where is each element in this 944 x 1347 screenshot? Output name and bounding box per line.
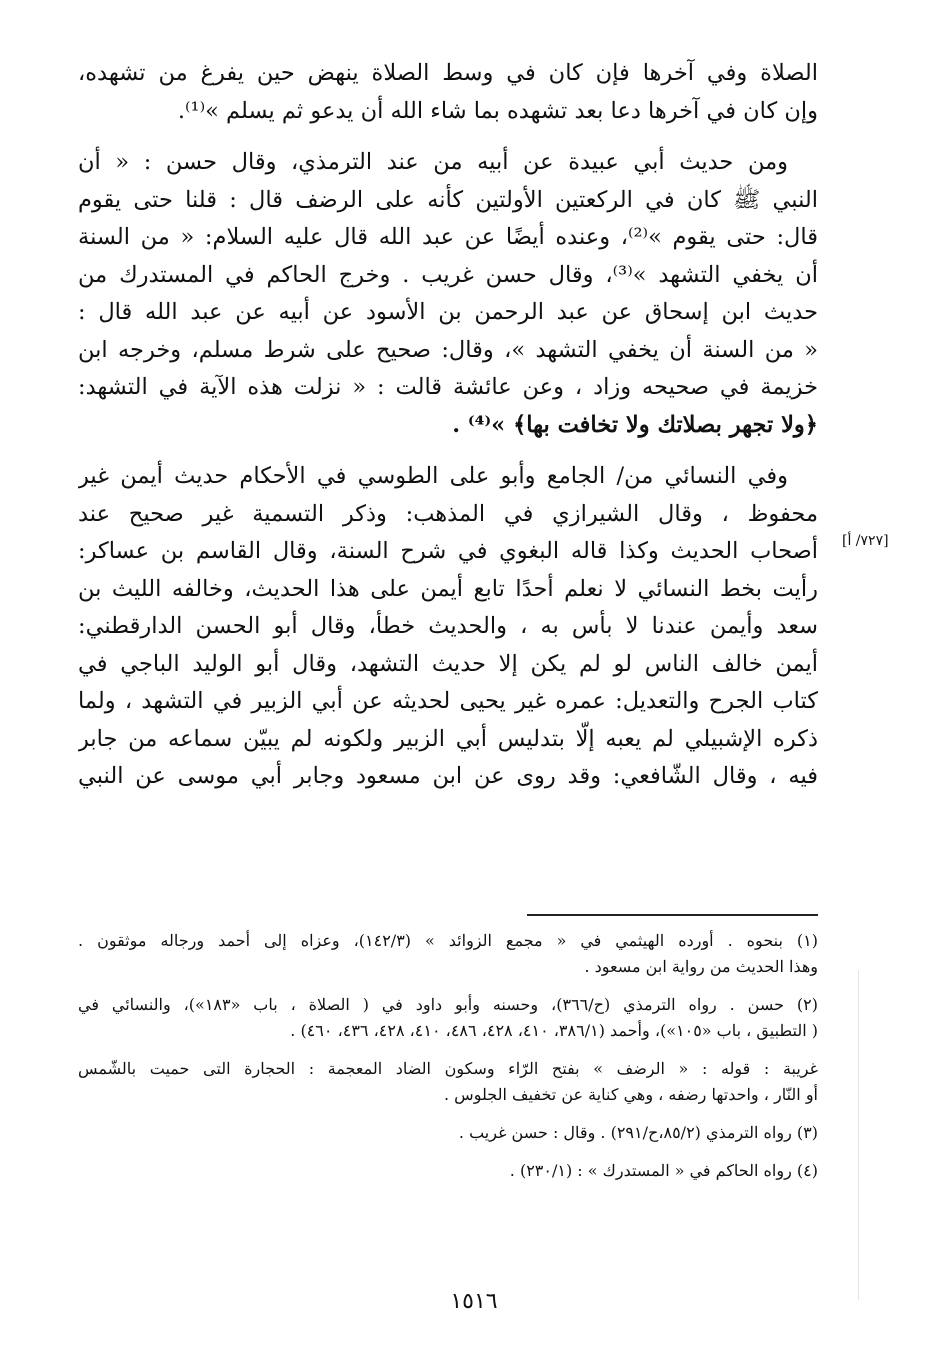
text-line: رأيت بخط النسائي لا نعلم أحدًا تابع أيمن على هذا الحديث، وخالفه الليث بن xyxy=(78,575,818,602)
footnote-gap xyxy=(78,980,818,992)
footnote-gap xyxy=(78,1044,818,1056)
text-line: قال: حتى يقوم »⁽²⁾، وعنده أيضًا عن عبد الله قال عليه السلام: « من السنة xyxy=(78,224,818,250)
footnote-line: غريبة : قوله : « الرضف » بفتح الرّاء وسكون الضاد المعجمة : الحجارة التى حميت بالشّمس xyxy=(78,1059,818,1078)
footnote-line: (٤) رواه الحاكم في « المستدرك » : (٢٣٠/١) . xyxy=(509,1161,818,1180)
footnote-gap xyxy=(78,1146,818,1158)
text-line: النبي ﷺ كان في الركعتين الأولتين كأنه على الرضف قال : قلنا حتى يقوم xyxy=(78,186,818,213)
footnote-separator xyxy=(527,914,818,916)
paragraph-gap xyxy=(78,444,818,458)
footnote-line: وهذا الحديث من رواية ابن مسعود . xyxy=(584,957,818,976)
paragraph-gap xyxy=(78,130,818,144)
text-line: وفي النسائي من/ الجامع وأبو على الطوسي في الأحكام حديث أيمن غير xyxy=(78,463,788,489)
quran-verse-line: ﴿ولا تجهر بصلاتك ولا تخافت بها﴾ »⁽⁴⁾ . xyxy=(452,411,818,438)
footnote-line: أو النّار ، واحدتها رضفه ، وهي كناية عن تخفيف الجلوس . xyxy=(443,1085,818,1104)
text-line: محفوظ ، وقال الشيرازي في المذهب: وذكر التسمية غير صحيح عند xyxy=(78,500,818,527)
text-line: فيه ، وقال الشّافعي: وقد روى عن ابن مسعود وجابر أبي موسى عن النبي xyxy=(78,763,818,789)
manuscript-folio-marker: [٧٢٧/ أ] xyxy=(842,533,889,549)
footnote-line: ( التطبيق ، باب «١٠٥»)، وأحمد (٣٨٦/١، ٤١٠، ٤٢٨، ٤٨٦، ٤١٠، ٤٢٨، ٤٣٦، ٤٦٠) . xyxy=(290,1021,818,1040)
text-line: سعد وأيمن عندنا لا بأس به ، والحديث خطأ، وقال أبو الحسن الدارقطني: xyxy=(78,613,818,639)
footnote-line: (٢) حسن . رواه الترمذي (ح/٣٦٦)، وحسنه وأبو داود في ( الصلاة ، باب «١٨٣»)، والنسائي في xyxy=(78,995,818,1014)
text-line: وإن كان في آخرها دعا بعد تشهده بما شاء الله أن يدعو ثم يسلم »⁽¹⁾. xyxy=(177,97,818,124)
text-line: أن يخفي التشهد »⁽³⁾، وقال حسن غريب . وخرج الحاكم في المستدرك من xyxy=(78,261,818,288)
text-line: ذكره الإشبيلي لم يعبه إلّا بتدليس أبي الزبير ولكونه لم يبيّن سماعه من جابر xyxy=(78,725,818,752)
footnote-line: (١) بنحوه . أورده الهيثمي في « مجمع الزوائد » (١٤٢/٣)، وعزاه إلى أحمد ورجاله موثقون . xyxy=(78,931,818,950)
text-line: الصلاة وفي آخرها فإن كان في وسط الصلاة ينهض حين يفرغ من تشهده، xyxy=(78,60,818,86)
page-number: ١٥١٦ xyxy=(450,1289,498,1314)
footnote-line: (٣) رواه الترمذي (٨٥/٢،ح/٢٩١) . وقال : حسن غريب . xyxy=(458,1123,818,1142)
scan-edge-line xyxy=(858,970,859,1300)
footnotes xyxy=(78,928,818,1184)
text-line: أصحاب الحديث وكذا قاله البغوي في شرح السنة، وقال القاسم بن عساكر: xyxy=(78,538,818,564)
text-line: خزيمة في صحيحه وزاد ، وعن عائشة قالت : « نزلت هذه الآية في التشهد: xyxy=(78,374,818,400)
text-line: « من السنة أن يخفي التشهد »، وقال: صحيح على شرط مسلم، وخرجه ابن xyxy=(78,336,818,363)
footnote-gap xyxy=(78,1108,818,1120)
text-line: حديث ابن إسحاق عن عبد الرحمن بن الأسود عن أبيه عن عبد الله قال : xyxy=(78,299,818,325)
main-text xyxy=(78,55,818,796)
text-line: أيمن خالف الناس لو لم يكن إلا حديث التشهد، وقال أبو الوليد الباجي في xyxy=(78,650,818,677)
text-line: ومن حديث أبي عبيدة عن أبيه من عند الترمذي، وقال حسن : « أن xyxy=(78,149,788,175)
text-line: كتاب الجرح والتعديل: عمره غير يحيى لحديثه عن أبي الزبير في التشهد ، ولما xyxy=(78,688,818,714)
